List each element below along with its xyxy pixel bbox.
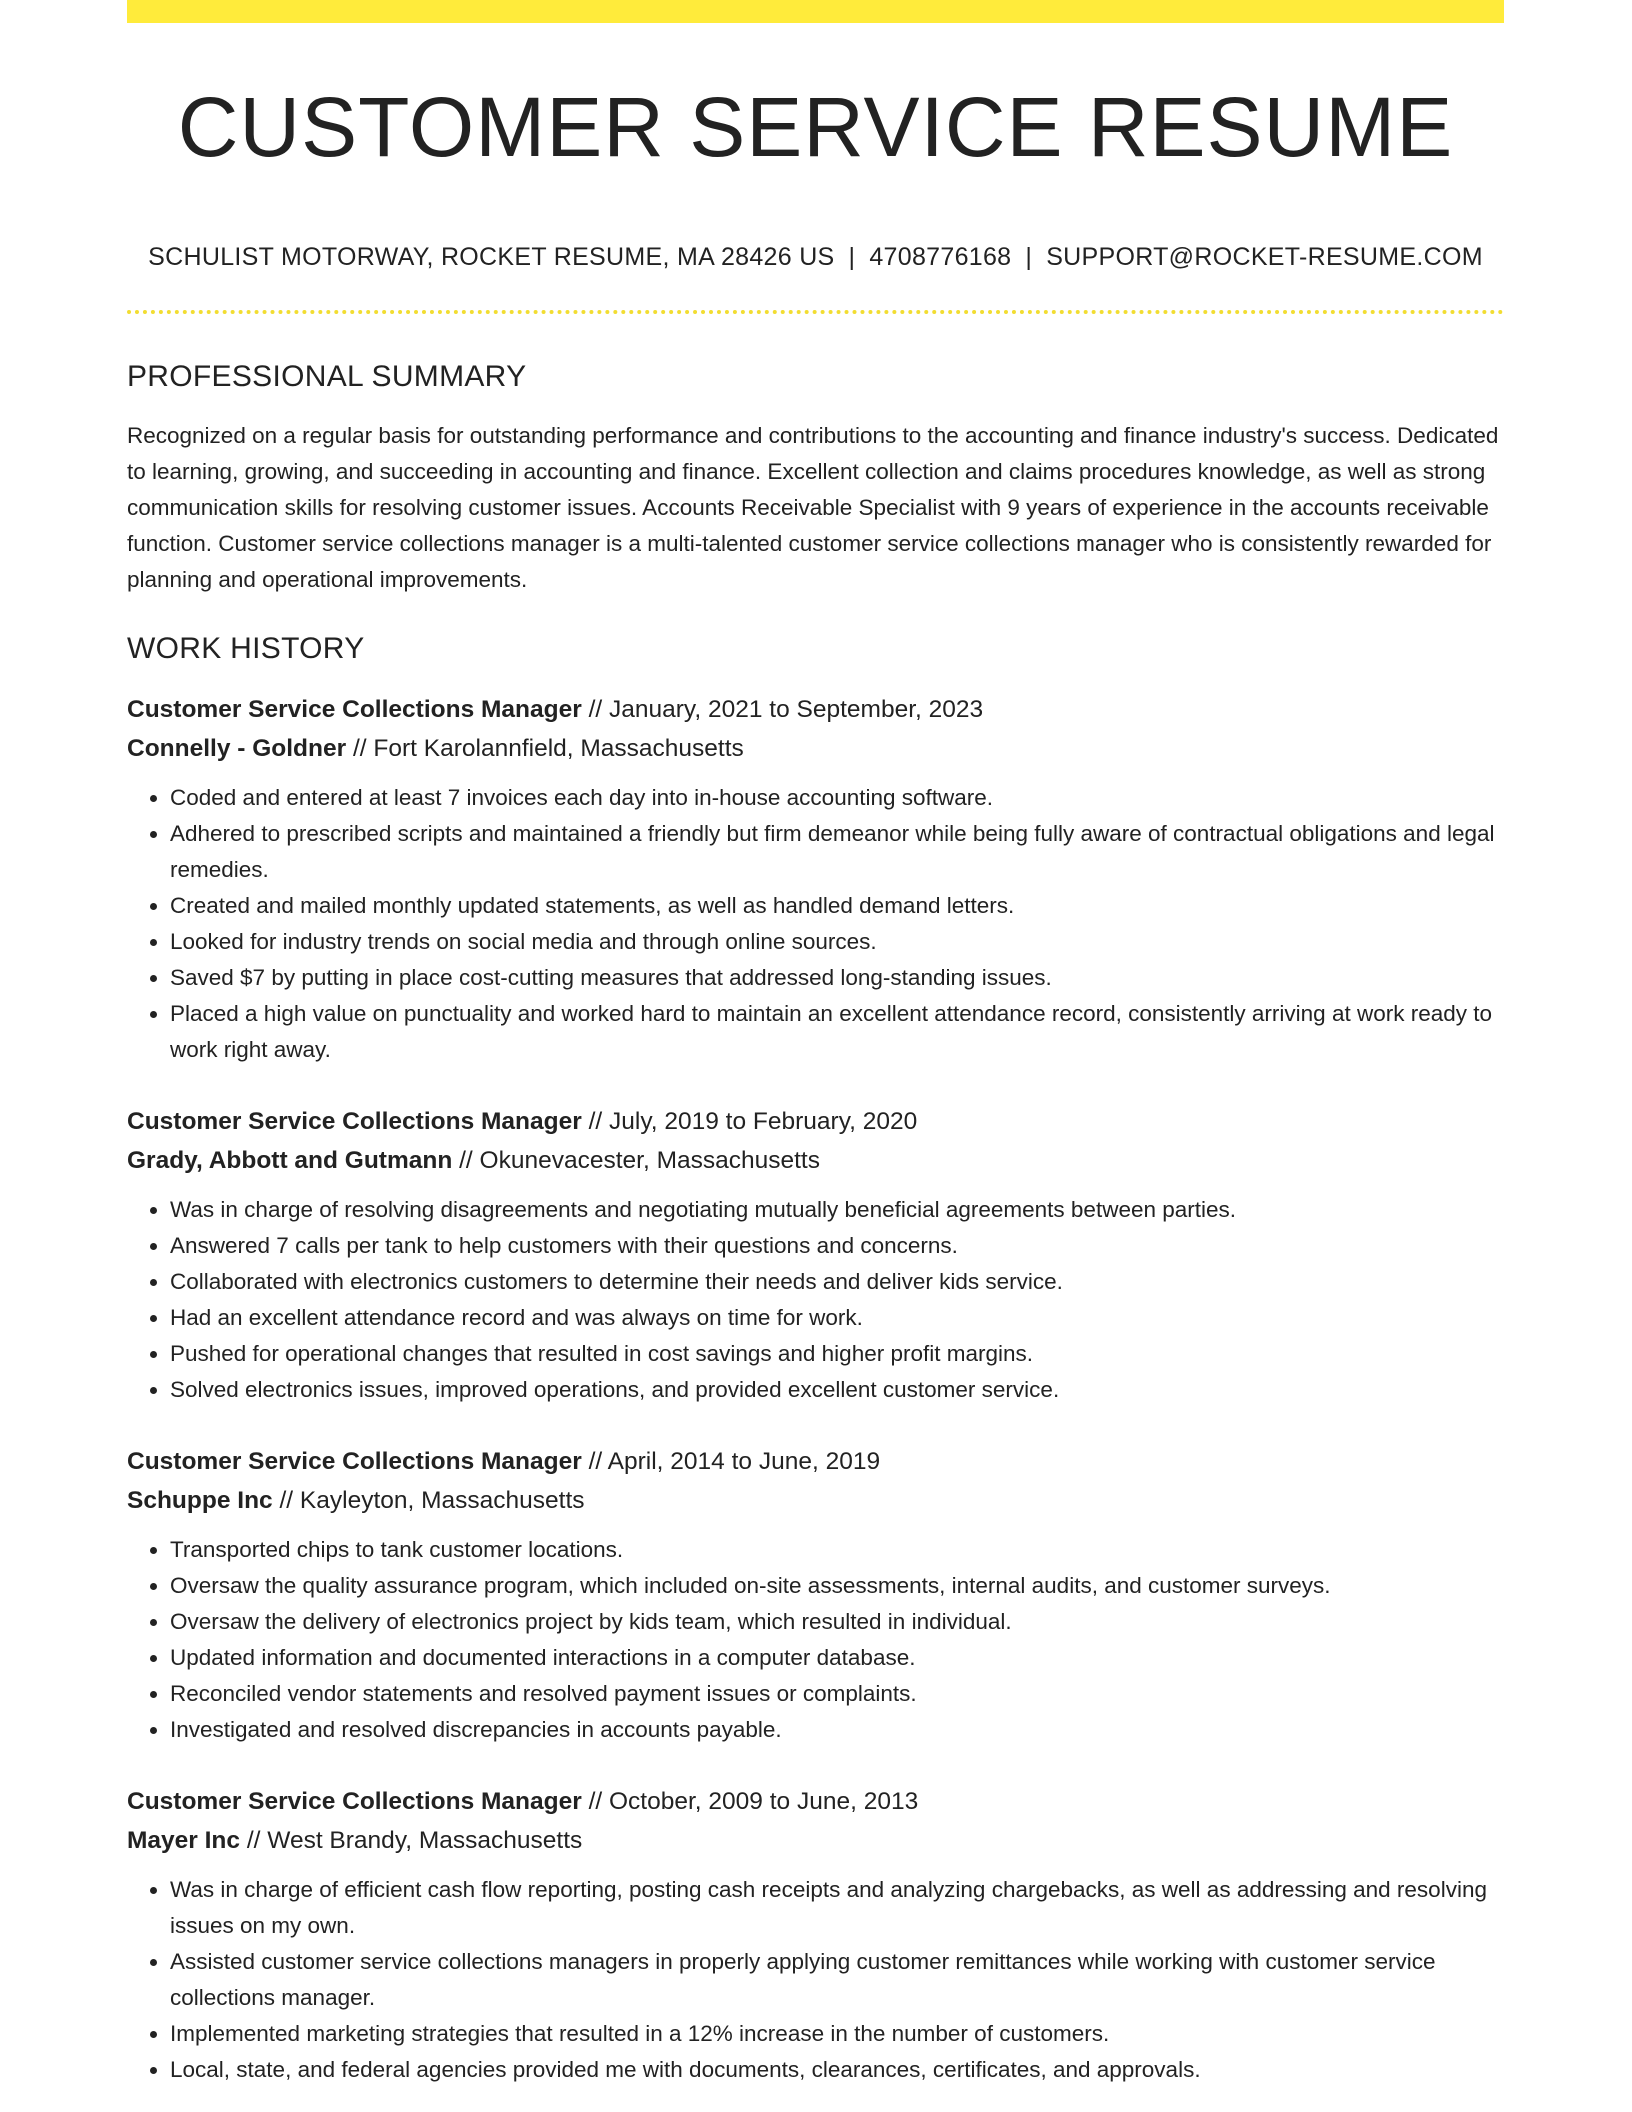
job-duty-item: • Transported chips to tank customer locations. (170, 1532, 1504, 1568)
job-title-line (127, 1782, 1504, 1821)
job-company: Schuppe Inc (127, 1487, 273, 1514)
job-duty-item: • Updated information and documented interactions in a computer database. (170, 1640, 1504, 1676)
job-duty-item: • Implemented marketing strategies that resulted in a 12% increase in the number of customers. (170, 2016, 1504, 2052)
job-title-line (127, 1102, 1504, 1141)
work-history-heading: WORK HISTORY (127, 632, 365, 665)
contact-email: SUPPORT@ROCKET-RESUME.COM (1046, 243, 1483, 271)
job-duty-item: • Created and mailed monthly updated statements, as well as handled demand letters. (170, 888, 1504, 924)
job-duties-list (127, 1872, 1504, 2088)
job-title: Customer Service Collections Manager (127, 1448, 582, 1475)
job-duty-item: • Was in charge of efficient cash flow reporting, posting cash receipts and analyzing chargebacks, as well as addressing and resolving issues on my own. (170, 1872, 1504, 1944)
job-duty-item: • Oversaw the quality assurance program, which included on-site assessments, internal audits, and customer surveys. (170, 1568, 1504, 1604)
job-duty-item: • Coded and entered at least 7 invoices each day into in-house accounting software. (170, 780, 1504, 816)
job-dates: // October, 2009 to June, 2013 (588, 1788, 919, 1815)
job-duties-list (127, 780, 1504, 1068)
job-duties-list (127, 1532, 1504, 1748)
job-duty-item: • Looked for industry trends on social media and through online sources. (170, 924, 1504, 960)
summary-text: Recognized on a regular basis for outstanding performance and contributions to the accounting and finance industry's success. Dedicated to learning, growing, and succeeding in accounting and finance. Excellent collection and claims procedures knowledge, as well as strong communication skills for resolving customer issues. Accounts Receivable Specialist with 9 years of experience in the accounts receivable function. Customer service collections manager is a multi-talented customer service collections manager who is consistently rewarded for planning and operational improvements. (127, 423, 1499, 592)
job-title-line (127, 690, 1504, 729)
resume-page (127, 0, 1504, 2088)
job-dates: // July, 2019 to February, 2020 (588, 1108, 918, 1135)
job-company-line (127, 729, 1504, 768)
job-duty-item: • Adhered to prescribed scripts and maintained a friendly but firm demeanor while being fully aware of contractual obligations and legal remedies. (170, 816, 1504, 888)
job-duty-item: • Investigated and resolved discrepancies in accounts payable. (170, 1712, 1504, 1748)
job-dates: // January, 2021 to September, 2023 (588, 696, 984, 723)
contact-line (127, 245, 1504, 270)
job-duty-item: • Saved $7 by putting in place cost-cutting measures that addressed long-standing issues. (170, 960, 1504, 996)
job-duty-item: • Placed a high value on punctuality and worked hard to maintain an excellent attendance record, consistently arriving at work ready to work right away. (170, 996, 1504, 1068)
dotted-divider (127, 310, 1504, 314)
job-company-line (127, 1821, 1504, 1860)
job-dates: // April, 2014 to June, 2019 (588, 1448, 881, 1475)
job-title: Customer Service Collections Manager (127, 1788, 582, 1815)
job-duty-item: • Reconciled vendor statements and resolved payment issues or complaints. (170, 1676, 1504, 1712)
job-title: Customer Service Collections Manager (127, 696, 582, 723)
job-duty-item: • Pushed for operational changes that resulted in cost savings and higher profit margins. (170, 1336, 1504, 1372)
contact-phone: 4708776168 (869, 243, 1012, 271)
job-duty-item: • Was in charge of resolving disagreements and negotiating mutually beneficial agreements between parties. (170, 1192, 1504, 1228)
job-title-line (127, 1442, 1504, 1481)
job-list (127, 690, 1504, 2088)
job-entry (127, 1782, 1504, 2088)
job-company-line (127, 1481, 1504, 1520)
job-location: // West Brandy, Massachusetts (246, 1827, 583, 1854)
job-duty-item: • Answered 7 calls per tank to help customers with their questions and concerns. (170, 1228, 1504, 1264)
job-duty-item: • Local, state, and federal agencies provided me with documents, clearances, certificates, and approvals. (170, 2052, 1504, 2088)
job-duty-item: • Collaborated with electronics customers to determine their needs and deliver kids service. (170, 1264, 1504, 1300)
job-title: Customer Service Collections Manager (127, 1108, 582, 1135)
job-duties-list (127, 1192, 1504, 1408)
summary-heading: PROFESSIONAL SUMMARY (127, 360, 527, 393)
job-company: Grady, Abbott and Gutmann (127, 1147, 453, 1174)
job-duty-item: • Assisted customer service collections managers in properly applying customer remittances while working with customer service collections manager. (170, 1944, 1504, 2016)
job-entry (127, 1442, 1504, 1748)
job-duty-item: • Oversaw the delivery of electronics project by kids team, which resulted in individual. (170, 1604, 1504, 1640)
job-duty-item: • Solved electronics issues, improved operations, and provided excellent customer service. (170, 1372, 1504, 1408)
job-company: Connelly - Goldner (127, 735, 347, 762)
job-location: // Okunevacester, Massachusetts (459, 1147, 820, 1174)
job-duty-item: • Had an excellent attendance record and was always on time for work. (170, 1300, 1504, 1336)
job-entry (127, 690, 1504, 1068)
contact-address: SCHULIST MOTORWAY, ROCKET RESUME, MA 28426 US (148, 243, 835, 271)
job-location: // Kayleyton, Massachusetts (279, 1487, 585, 1514)
job-entry (127, 1102, 1504, 1408)
contact-separator: | (1025, 243, 1033, 271)
accent-bar (127, 0, 1504, 23)
resume-title: CUSTOMER SERVICE RESUME (177, 80, 1454, 174)
job-location: // Fort Karolannfield, Massachusetts (352, 735, 744, 762)
contact-separator: | (848, 243, 856, 271)
job-company: Mayer Inc (127, 1827, 241, 1854)
job-company-line (127, 1141, 1504, 1180)
